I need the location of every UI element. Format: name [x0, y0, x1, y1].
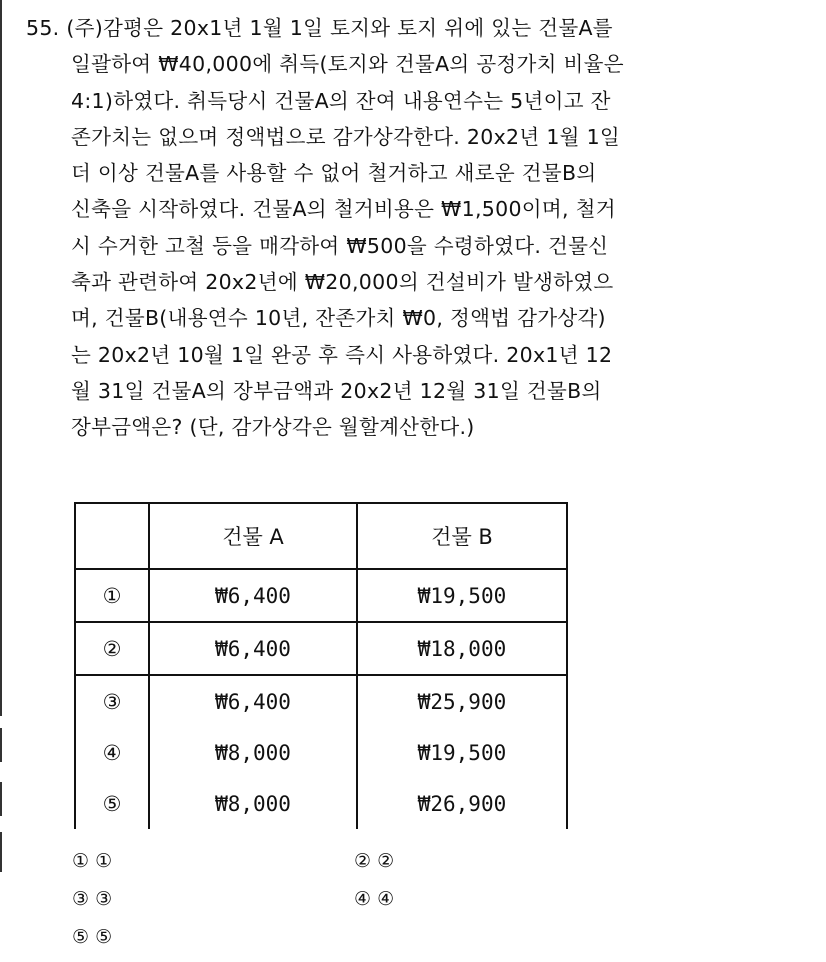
- choice-marker: ②: [75, 622, 149, 675]
- choice-marker: ④: [75, 727, 149, 778]
- option-label: ④: [377, 888, 395, 910]
- option-marker: ⑤: [72, 926, 90, 948]
- table-header-cell: 건물 B: [357, 503, 567, 569]
- answer-table: [74, 502, 568, 829]
- question-line: 축과 관련하여 20x2년에 ₩20,000의 건설비가 발생하였으: [71, 270, 614, 295]
- building-b-value: ₩19,500: [357, 569, 567, 622]
- option-label: ②: [377, 850, 395, 872]
- building-b-value: ₩18,000: [357, 622, 567, 675]
- table-header-cell: 건물 A: [149, 503, 357, 569]
- option-label: ⑤: [95, 926, 113, 948]
- question-line: 며, 건물B(내용연수 10년, 잔존가치 ₩0, 정액법 감가상각): [71, 306, 606, 331]
- table-row: [75, 778, 567, 829]
- page-margin-rule: [0, 0, 2, 716]
- answer-option-row: [72, 880, 772, 918]
- table-row: [75, 675, 567, 727]
- question-line-text: (주)감평은 20x1년 1월 1일 토지와 토지 위에 있는 건물A를: [66, 16, 613, 40]
- table-header-row: [75, 503, 567, 569]
- option-marker: ①: [72, 850, 90, 872]
- question-line: 는 20x2년 10월 1일 완공 후 즉시 사용하였다. 20x1년 12: [71, 342, 613, 367]
- question-line: 더 이상 건물A를 사용할 수 없어 철거하고 새로운 건물B의: [71, 161, 597, 186]
- building-a-value: ₩6,400: [149, 622, 357, 675]
- answer-option-1[interactable]: [72, 842, 112, 880]
- question-text: [26, 10, 816, 446]
- question-number: 55.: [26, 16, 60, 40]
- question-line: 신축을 시작하였다. 건물A의 철거비용은 ₩1,500이며, 철거: [71, 197, 616, 222]
- choice-marker: ①: [75, 569, 149, 622]
- question-line: 일괄하여 ₩40,000에 취득(토지와 건물A의 공정가치 비율은: [71, 52, 624, 77]
- question-line: 장부금액은? (단, 감가상각은 월할계산한다.): [71, 415, 475, 440]
- building-b-value: ₩26,900: [357, 778, 567, 829]
- option-marker: ④: [354, 888, 372, 910]
- page-margin-rule: [0, 832, 2, 872]
- answer-option-3[interactable]: [72, 880, 112, 918]
- table-row: [75, 622, 567, 675]
- option-label: ①: [95, 850, 113, 872]
- answer-option-5[interactable]: [72, 918, 112, 956]
- question-line: 존가치는 없으며 정액법으로 감가상각한다. 20x2년 1월 1일: [71, 124, 621, 149]
- table-row: [75, 569, 567, 622]
- answer-options: [72, 842, 772, 956]
- question-line: 4:1)하였다. 취득당시 건물A의 잔여 내용연수는 5년이고 잔: [71, 88, 611, 113]
- answer-option-row: [72, 918, 772, 956]
- building-a-value: ₩6,400: [149, 675, 357, 727]
- choice-marker: ③: [75, 675, 149, 727]
- question-line: [26, 10, 816, 46]
- question-line: 월 31일 건물A의 장부금액과 20x2년 12월 31일 건물B의: [71, 378, 602, 403]
- building-b-value: ₩19,500: [357, 727, 567, 778]
- table-row: [75, 727, 567, 778]
- page-margin-rule: [0, 782, 2, 816]
- answer-option-row: [72, 842, 772, 880]
- choice-marker: ⑤: [75, 778, 149, 829]
- answer-option-4[interactable]: [354, 880, 394, 918]
- building-a-value: ₩8,000: [149, 778, 357, 829]
- question-line: 시 수거한 고철 등을 매각하여 ₩500을 수령하였다. 건물신: [71, 233, 609, 258]
- building-a-value: ₩8,000: [149, 727, 357, 778]
- option-marker: ③: [72, 888, 90, 910]
- table-header-cell: [75, 503, 149, 569]
- building-a-value: ₩6,400: [149, 569, 357, 622]
- option-label: ③: [95, 888, 113, 910]
- page-margin-rule: [0, 728, 2, 762]
- option-marker: ②: [354, 850, 372, 872]
- building-b-value: ₩25,900: [357, 675, 567, 727]
- answer-option-2[interactable]: [354, 842, 394, 880]
